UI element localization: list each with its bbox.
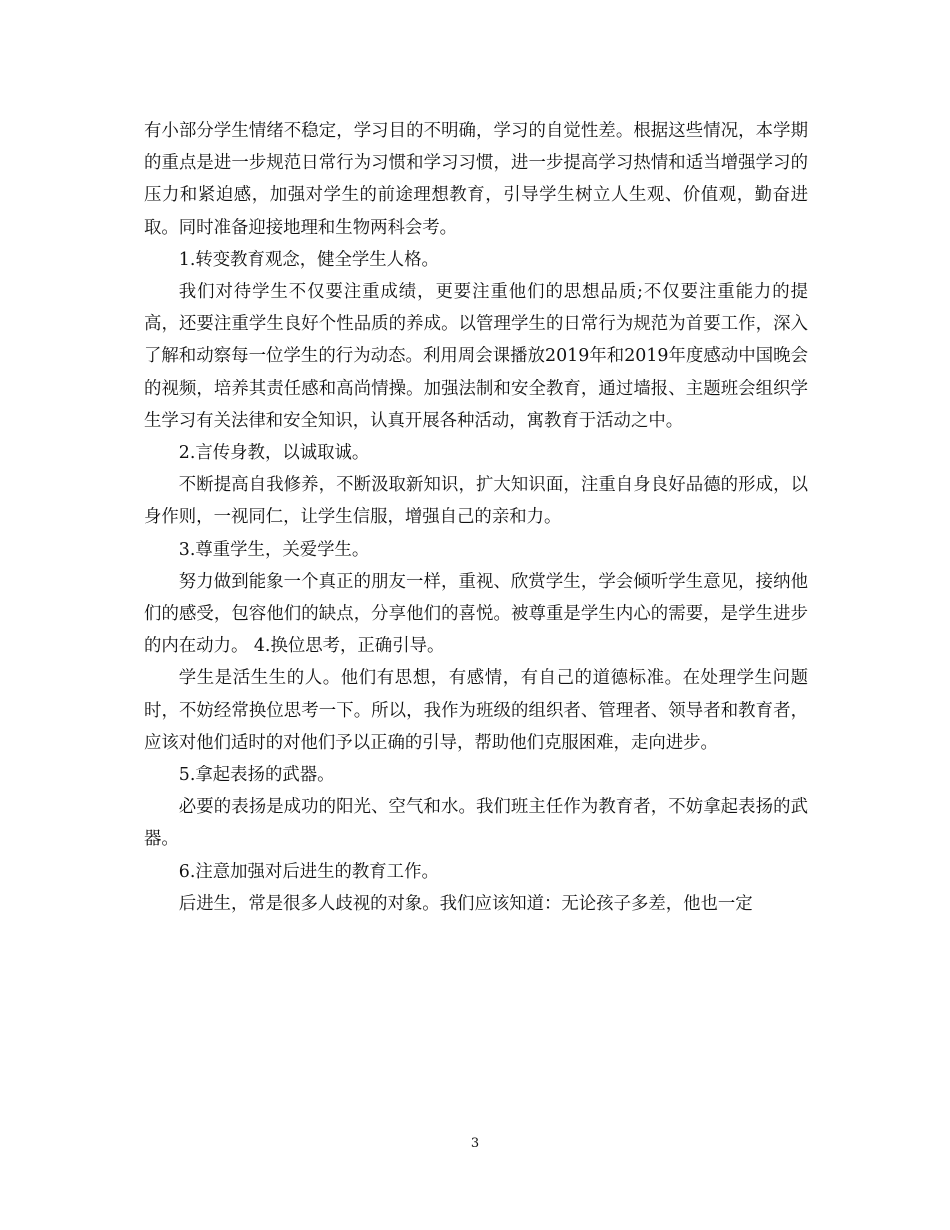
paragraph-intro: 有小部分学生情绪不稳定，学习目的不明确，学习的自觉性差。根据这些情况，本学期的重点是进一步规范日常行为习惯和学习习惯，进一步提高学习热情和适当增强学习的压力和紧迫感，加强对学生的前途理想教育，引导学生树立人生观、价值观，勤奋进取。同时准备迎接地理和生物两科会考。: [144, 121, 808, 238]
paragraph-item-5: 必要的表扬是成功的阳光、空气和水。我们班主任作为教育者，不妨拿起表扬的武器。: [144, 797, 808, 850]
paragraph-item-1: 我们对待学生不仅要注重成绩，更要注重他们的思想品质;不仅要注重能力的提高，还要注重学生良好个性品质的养成。以管理学生的日常行为规范为首要工作，深入了解和动察每一位学生的行为动态。利用周会课播放2019年和2019年度感动中国晚会的视频，培养其责任感和高尚情操。加强法制和安全教育，通过墙报、主题班会组织学生学习有关法律和安全知识，认真开展各种活动，寓教育于活动之中。: [144, 282, 808, 431]
heading-item-5: 5.拿起表扬的武器。: [178, 765, 335, 786]
heading-item-6: 6.注意加强对后进生的教育工作。: [178, 861, 439, 882]
paragraph-item-4: 学生是活生生的人。他们有思想，有感情，有自己的道德标准。在处理学生问题时，不妨经常换位思考一下。所以，我作为班级的组织者、管理者、领导者和教育者，应该对他们适时的对他们予以正确的引导，帮助他们克服困难，走向进步。: [144, 668, 808, 753]
paragraph-item-2: 不断提高自我修养，不断汲取新知识，扩大知识面，注重自身良好品德的形成，以身作则，一视同仁，让学生信服，增强自己的亲和力。: [144, 475, 808, 528]
document-body: [144, 115, 808, 920]
heading-item-2: 2.言传身教，以诚取诚。: [178, 443, 370, 464]
heading-item-3: 3.尊重学生，关爱学生。: [178, 539, 370, 560]
page-number: 3: [470, 1136, 480, 1151]
paragraph-item-3: 努力做到能象一个真正的朋友一样，重视、欣赏学生，学会倾听学生意见，接纳他们的感受，包容他们的缺点，分享他们的喜悦。被尊重是学生内心的需要，是学生进步的内在动力。 4.换位思考，正确引导。: [144, 571, 808, 657]
heading-item-1: 1.转变教育观念，健全学生人格。: [178, 249, 439, 270]
paragraph-item-6: 后进生，常是很多人歧视的对象。我们应该知道：无论孩子多差，他也一定: [178, 893, 753, 914]
